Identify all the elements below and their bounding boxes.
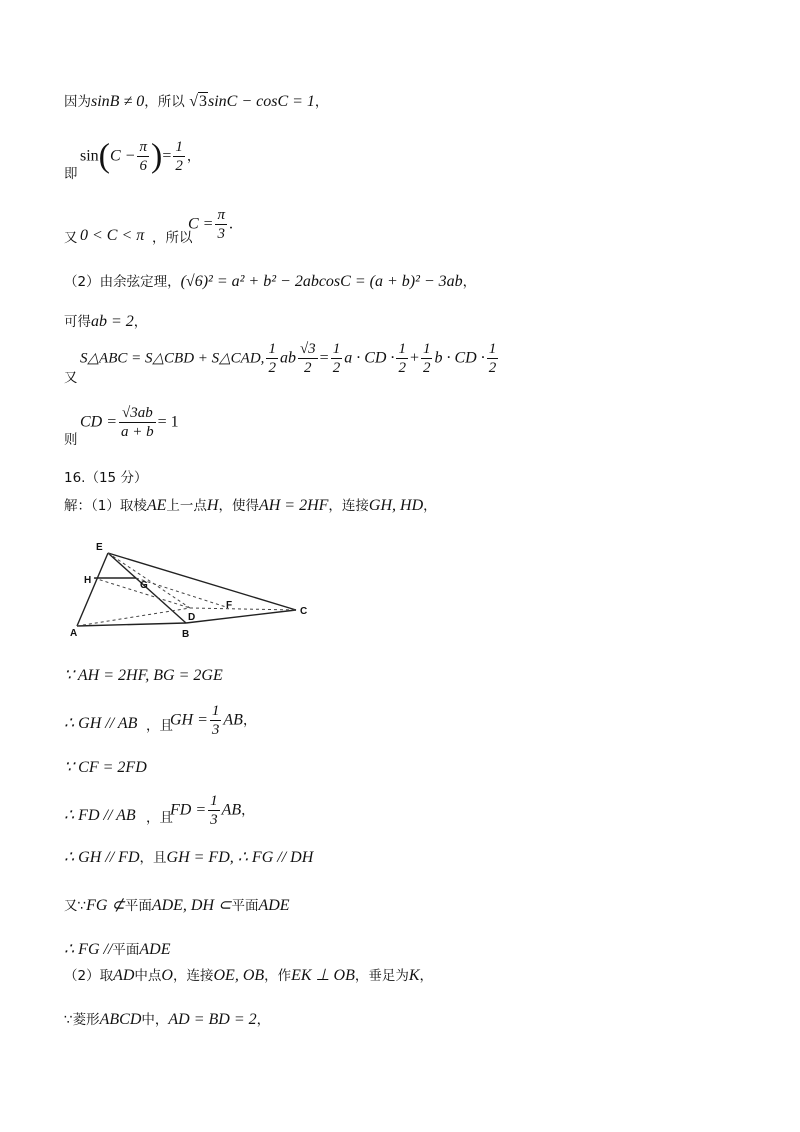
formula-part: C − — [110, 147, 136, 165]
text: ，且 — [146, 718, 173, 734]
formula: FG ⊄ — [86, 897, 125, 914]
text: ， — [462, 274, 477, 290]
formula: GH = FD, ∴ FG // DH — [166, 849, 314, 866]
line-17 — [64, 966, 433, 986]
denominator: 3 — [211, 722, 220, 738]
fraction — [210, 702, 222, 739]
fraction — [208, 792, 220, 829]
text: ，连接 — [328, 498, 369, 514]
fraction — [119, 404, 156, 441]
text: ， — [186, 148, 201, 165]
line-14 — [64, 848, 313, 868]
formula: GH, HD — [368, 497, 424, 514]
formula: ∵ CF = 2FD — [64, 759, 147, 776]
text: 平面 — [124, 898, 152, 914]
denominator: 3 — [210, 812, 218, 828]
formula: OE, OB — [213, 967, 265, 984]
numerator: 1 — [268, 341, 276, 357]
text: ， — [423, 498, 437, 514]
fraction — [421, 340, 433, 377]
edge-AB — [77, 623, 186, 626]
numerator: π — [139, 139, 147, 155]
formula-part: C = — [188, 215, 214, 233]
text: 平面 — [112, 942, 140, 958]
text: ，所以 — [152, 230, 193, 246]
formula — [170, 702, 256, 739]
text: 中， — [141, 1012, 169, 1028]
formula — [170, 792, 255, 829]
fraction — [298, 340, 318, 377]
dashed-ED — [108, 553, 190, 608]
fraction — [331, 340, 343, 377]
dashed-DC — [190, 608, 296, 610]
denominator: 3 — [217, 226, 225, 242]
line-16 — [64, 940, 171, 960]
denominator: 6 — [139, 158, 147, 174]
formula: ∴ FG // — [64, 941, 113, 958]
formula — [80, 340, 500, 377]
edge-BC — [186, 610, 296, 623]
denominator: 2 — [332, 360, 341, 376]
denominator: a + b — [121, 424, 154, 440]
line-15 — [64, 896, 290, 916]
formula: AD — [113, 967, 135, 984]
text: 即 — [64, 166, 78, 182]
text: 中点 — [134, 968, 162, 984]
formula: ∴ GH // AB — [64, 715, 138, 732]
numerator: 1 — [422, 341, 431, 357]
formula-part: = 1 — [157, 413, 179, 431]
formula: K — [408, 967, 420, 984]
geometry-figure — [64, 538, 324, 643]
numerator: 1 — [210, 793, 218, 809]
formula: ∴ FD // AB — [64, 807, 136, 824]
label-G: G — [140, 580, 148, 591]
formula: ∵ AH = 2HF, BG = 2GE — [64, 667, 223, 684]
line-10 — [64, 666, 223, 686]
text: ， — [133, 314, 148, 330]
text: 上一点 — [166, 498, 207, 514]
formula: 0 < C < π — [80, 227, 145, 244]
numerator: √3 — [299, 341, 316, 357]
text: ， — [256, 1012, 271, 1028]
formula: (√6)² = a² + b² − 2abcosC = (a + b)² − 3ab — [180, 273, 463, 290]
numerator: 1 — [211, 703, 220, 719]
formula: AD = BD = 2 — [168, 1011, 257, 1028]
label-F: F — [226, 600, 233, 611]
numerator: 1 — [175, 139, 183, 155]
text: ，且 — [146, 810, 173, 826]
label-E: E — [96, 542, 103, 553]
text: ， — [419, 968, 434, 984]
text: ∵菱形 — [64, 1012, 100, 1028]
line-9 — [64, 496, 437, 516]
fraction — [173, 138, 185, 175]
formula: ab = 2 — [91, 313, 134, 330]
formula-part: AB — [223, 711, 243, 729]
formula: sin(C − $\frac{\pi}{6}$ )= $\frac{1}{2}$ ， — [80, 137, 201, 175]
label-D: D — [188, 612, 196, 623]
line-4 — [64, 272, 476, 292]
text: （2）由余弦定理， — [64, 274, 181, 290]
text: 平面 — [231, 898, 259, 914]
formula-part: CD = — [80, 413, 118, 431]
numerator: 1 — [332, 341, 341, 357]
text: 解：（1）取棱 — [64, 498, 147, 514]
text: 又 — [64, 370, 78, 386]
fraction — [266, 340, 278, 377]
formula-part: AB — [221, 801, 242, 819]
text: 又 — [64, 230, 78, 246]
text: ，所以 — [144, 94, 185, 110]
plus: + — [409, 349, 419, 367]
equals: = — [319, 349, 329, 367]
label-B: B — [182, 629, 190, 640]
formula: EK ⊥ OB — [291, 967, 355, 984]
formula-part: a · CD · — [344, 349, 395, 367]
edge-EA — [77, 553, 108, 626]
line-5 — [64, 312, 147, 332]
denominator: 2 — [304, 360, 312, 376]
formula-part: S△ABC = S△CBD + S△CAD, — [80, 350, 265, 367]
problem-number: 16.（15 分） — [64, 470, 148, 486]
formula-part: b · CD · — [434, 349, 485, 367]
formula: ADE — [258, 897, 290, 914]
denominator: 2 — [422, 360, 431, 376]
formula: sinB ≠ 0 — [91, 93, 145, 110]
formula: ∴ GH // FD — [64, 849, 140, 866]
text: ， — [242, 712, 257, 729]
formula — [80, 404, 179, 441]
denominator: 2 — [398, 360, 406, 376]
label-A: A — [70, 628, 78, 639]
formula-part: ab — [279, 349, 296, 367]
line-1 — [64, 92, 328, 112]
line-8 — [64, 468, 147, 488]
text: ，垂足为 — [354, 968, 409, 984]
denominator: 2 — [488, 360, 497, 376]
text: 因为 — [64, 94, 91, 110]
fraction — [137, 138, 149, 175]
sin-function: sin — [80, 147, 99, 165]
formula: ABCD — [99, 1011, 142, 1028]
text: ，连接 — [172, 968, 214, 984]
formula: sinC − cosC = 1 — [207, 93, 315, 110]
text: ， — [314, 94, 329, 110]
text: 又∵ — [64, 898, 87, 914]
formula: AE — [146, 497, 167, 514]
formula-part: GH = — [170, 711, 208, 729]
label-H: H — [84, 575, 92, 586]
label-C: C — [300, 606, 308, 617]
text: . — [228, 215, 233, 233]
line-18 — [64, 1010, 270, 1030]
numerator: √3ab — [119, 404, 156, 423]
text: ，使得 — [218, 498, 259, 514]
numerator: 1 — [398, 341, 406, 357]
dashed-GF — [136, 578, 226, 607]
text: ，且 — [139, 850, 167, 866]
formula: H — [206, 497, 219, 514]
fraction — [487, 340, 499, 377]
text: ，作 — [264, 968, 292, 984]
text: 则 — [64, 432, 78, 448]
formula — [188, 206, 233, 243]
denominator: 2 — [175, 158, 183, 174]
equals: = — [162, 147, 172, 165]
text: ， — [241, 802, 255, 819]
formula: AH = 2HF — [258, 497, 329, 514]
numerator: π — [217, 207, 225, 223]
fraction — [396, 340, 408, 377]
fraction — [215, 206, 227, 243]
text: （2）取 — [64, 968, 114, 984]
line-12 — [64, 758, 147, 778]
formula: √3 — [189, 93, 207, 110]
formula: ADE — [139, 941, 171, 958]
formula: ADE, DH ⊂ — [151, 897, 232, 914]
formula-part: FD = — [170, 801, 207, 819]
numerator: 1 — [488, 341, 497, 357]
denominator: 2 — [268, 360, 276, 376]
text: 可得 — [64, 314, 91, 330]
formula: O — [161, 967, 173, 984]
edge-EC — [108, 553, 296, 610]
